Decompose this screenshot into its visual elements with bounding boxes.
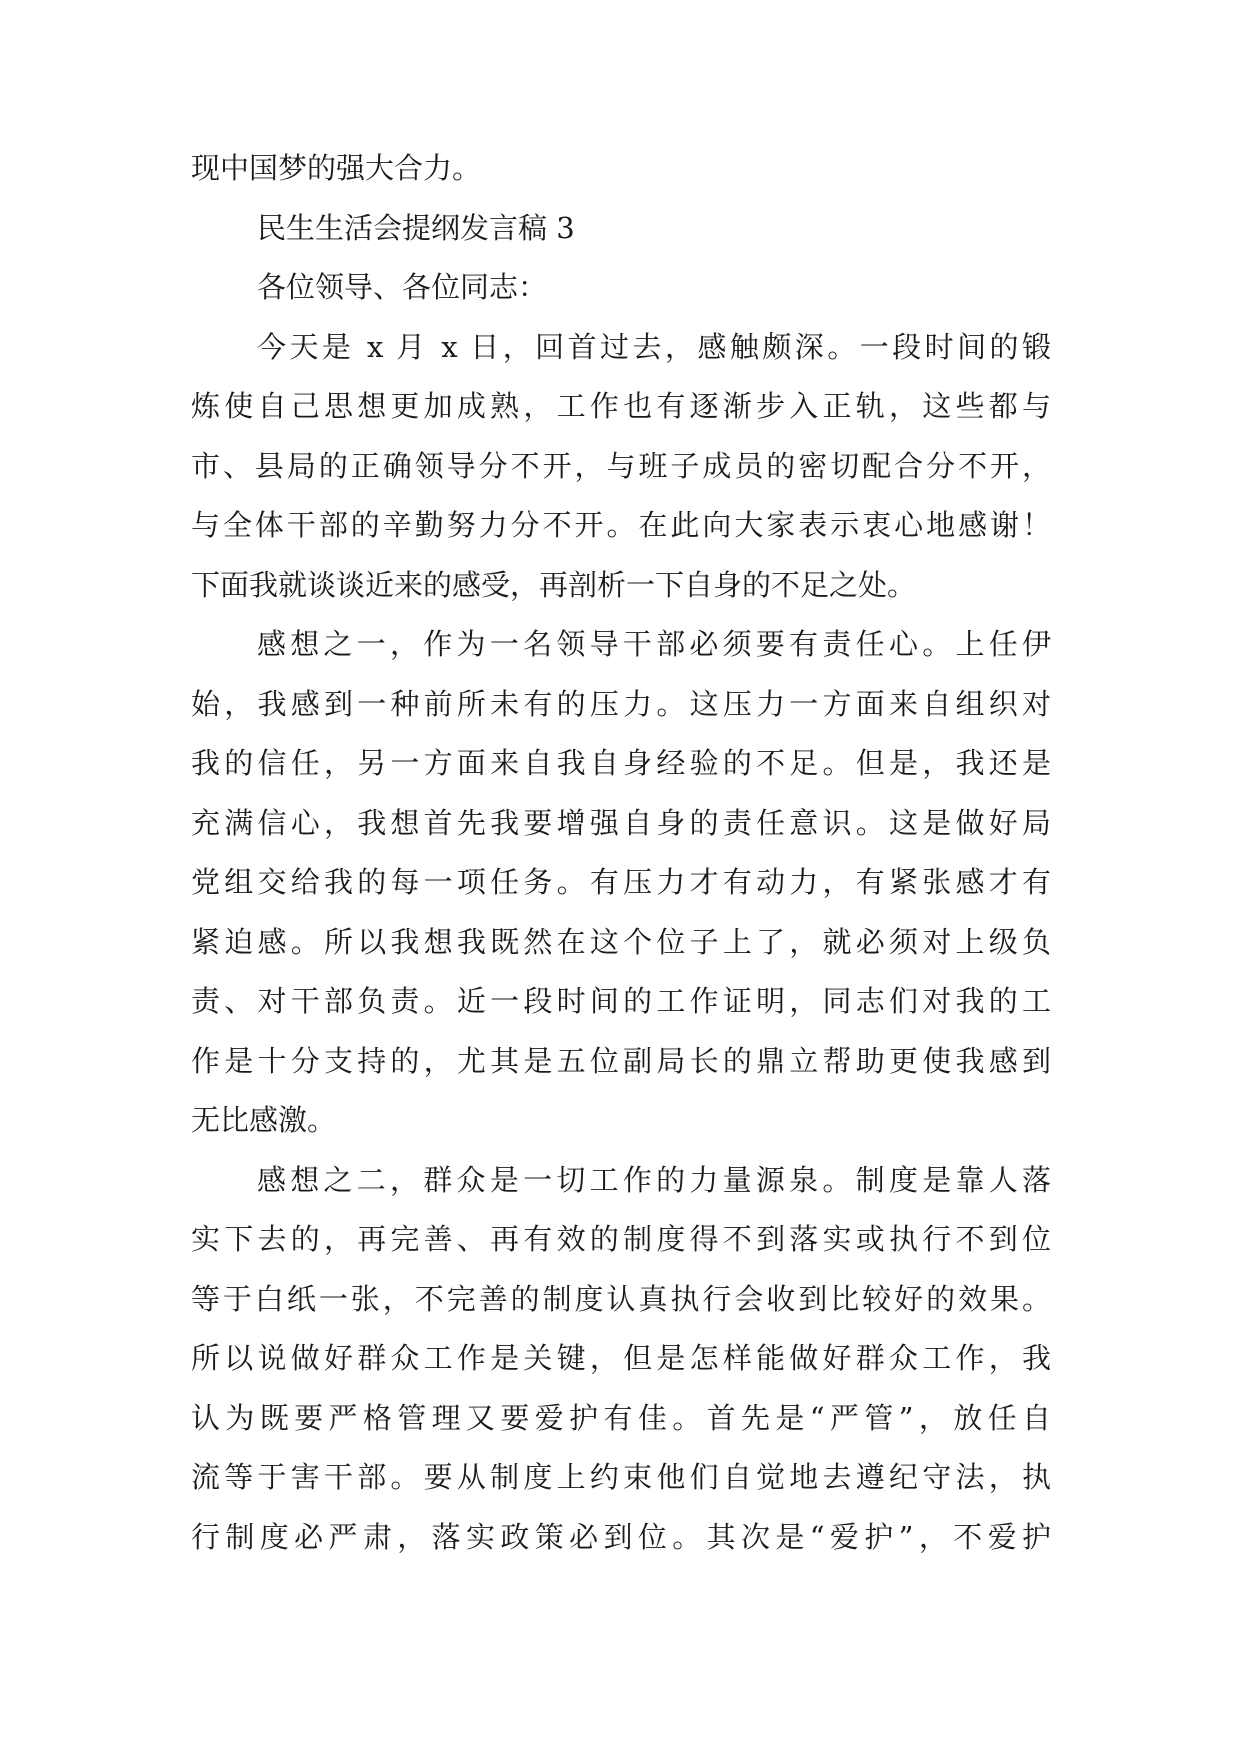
text-line: 下面我就谈谈近来的感受，再剖析一下自身的不足之处。 xyxy=(191,568,917,602)
text-line: 行制度必严肃，落实政策必到位。其次是“爱护”，不爱护 xyxy=(191,1520,1051,1554)
text-line: 感想之二，群众是一切工作的力量源泉。制度是靠人落 xyxy=(257,1163,1051,1197)
text-line: 今天是 x 月 x 日，回首过去，感触颇深。一段时间的锻 xyxy=(257,330,1051,364)
text-line: 紧迫感。所以我想我既然在这个位子上了，就必须对上级负 xyxy=(191,925,1051,959)
text-line: 等于白纸一张，不完善的制度认真执行会收到比较好的效果。 xyxy=(191,1282,1051,1316)
text-line: 党组交给我的每一项任务。有压力才有动力，有紧张感才有 xyxy=(191,865,1051,899)
text-line: 责、对干部负责。近一段时间的工作证明，同志们对我的工 xyxy=(191,984,1051,1018)
text-line: 认为既要严格管理又要爱护有佳。首先是“严管”，放任自 xyxy=(191,1401,1051,1435)
salutation: 各位领导、各位同志： xyxy=(257,270,548,304)
text-line: 炼使自己思想更加成熟，工作也有逐渐步入正轨，这些都与 xyxy=(191,389,1051,423)
text-line: 无比感激。 xyxy=(191,1103,337,1137)
text-line: 市、县局的正确领导分不开，与班子成员的密切配合分不开， xyxy=(191,449,1051,483)
text-line: 实下去的，再完善、再有效的制度得不到落实或执行不到位 xyxy=(191,1222,1051,1256)
text-line: 流等于害干部。要从制度上约束他们自觉地去遵纪守法，执 xyxy=(191,1460,1051,1494)
text-line: 所以说做好群众工作是关键，但是怎样能做好群众工作，我 xyxy=(191,1341,1051,1375)
text-line: 我的信任，另一方面来自我自身经验的不足。但是，我还是 xyxy=(191,746,1051,780)
text-line: 作是十分支持的，尤其是五位副局长的鼎立帮助更使我感到 xyxy=(191,1044,1051,1078)
text-line: 与全体干部的辛勤努力分不开。在此向大家表示衷心地感谢！ xyxy=(191,508,1051,542)
section-title: 民生生活会提纲发言稿 3 xyxy=(257,211,575,245)
text-line: 现中国梦的强大合力。 xyxy=(191,151,482,185)
text-line: 感想之一，作为一名领导干部必须要有责任心。上任伊 xyxy=(257,627,1051,661)
text-line: 始，我感到一种前所未有的压力。这压力一方面来自组织对 xyxy=(191,687,1051,721)
text-line: 充满信心，我想首先我要增强自身的责任意识。这是做好局 xyxy=(191,806,1051,840)
